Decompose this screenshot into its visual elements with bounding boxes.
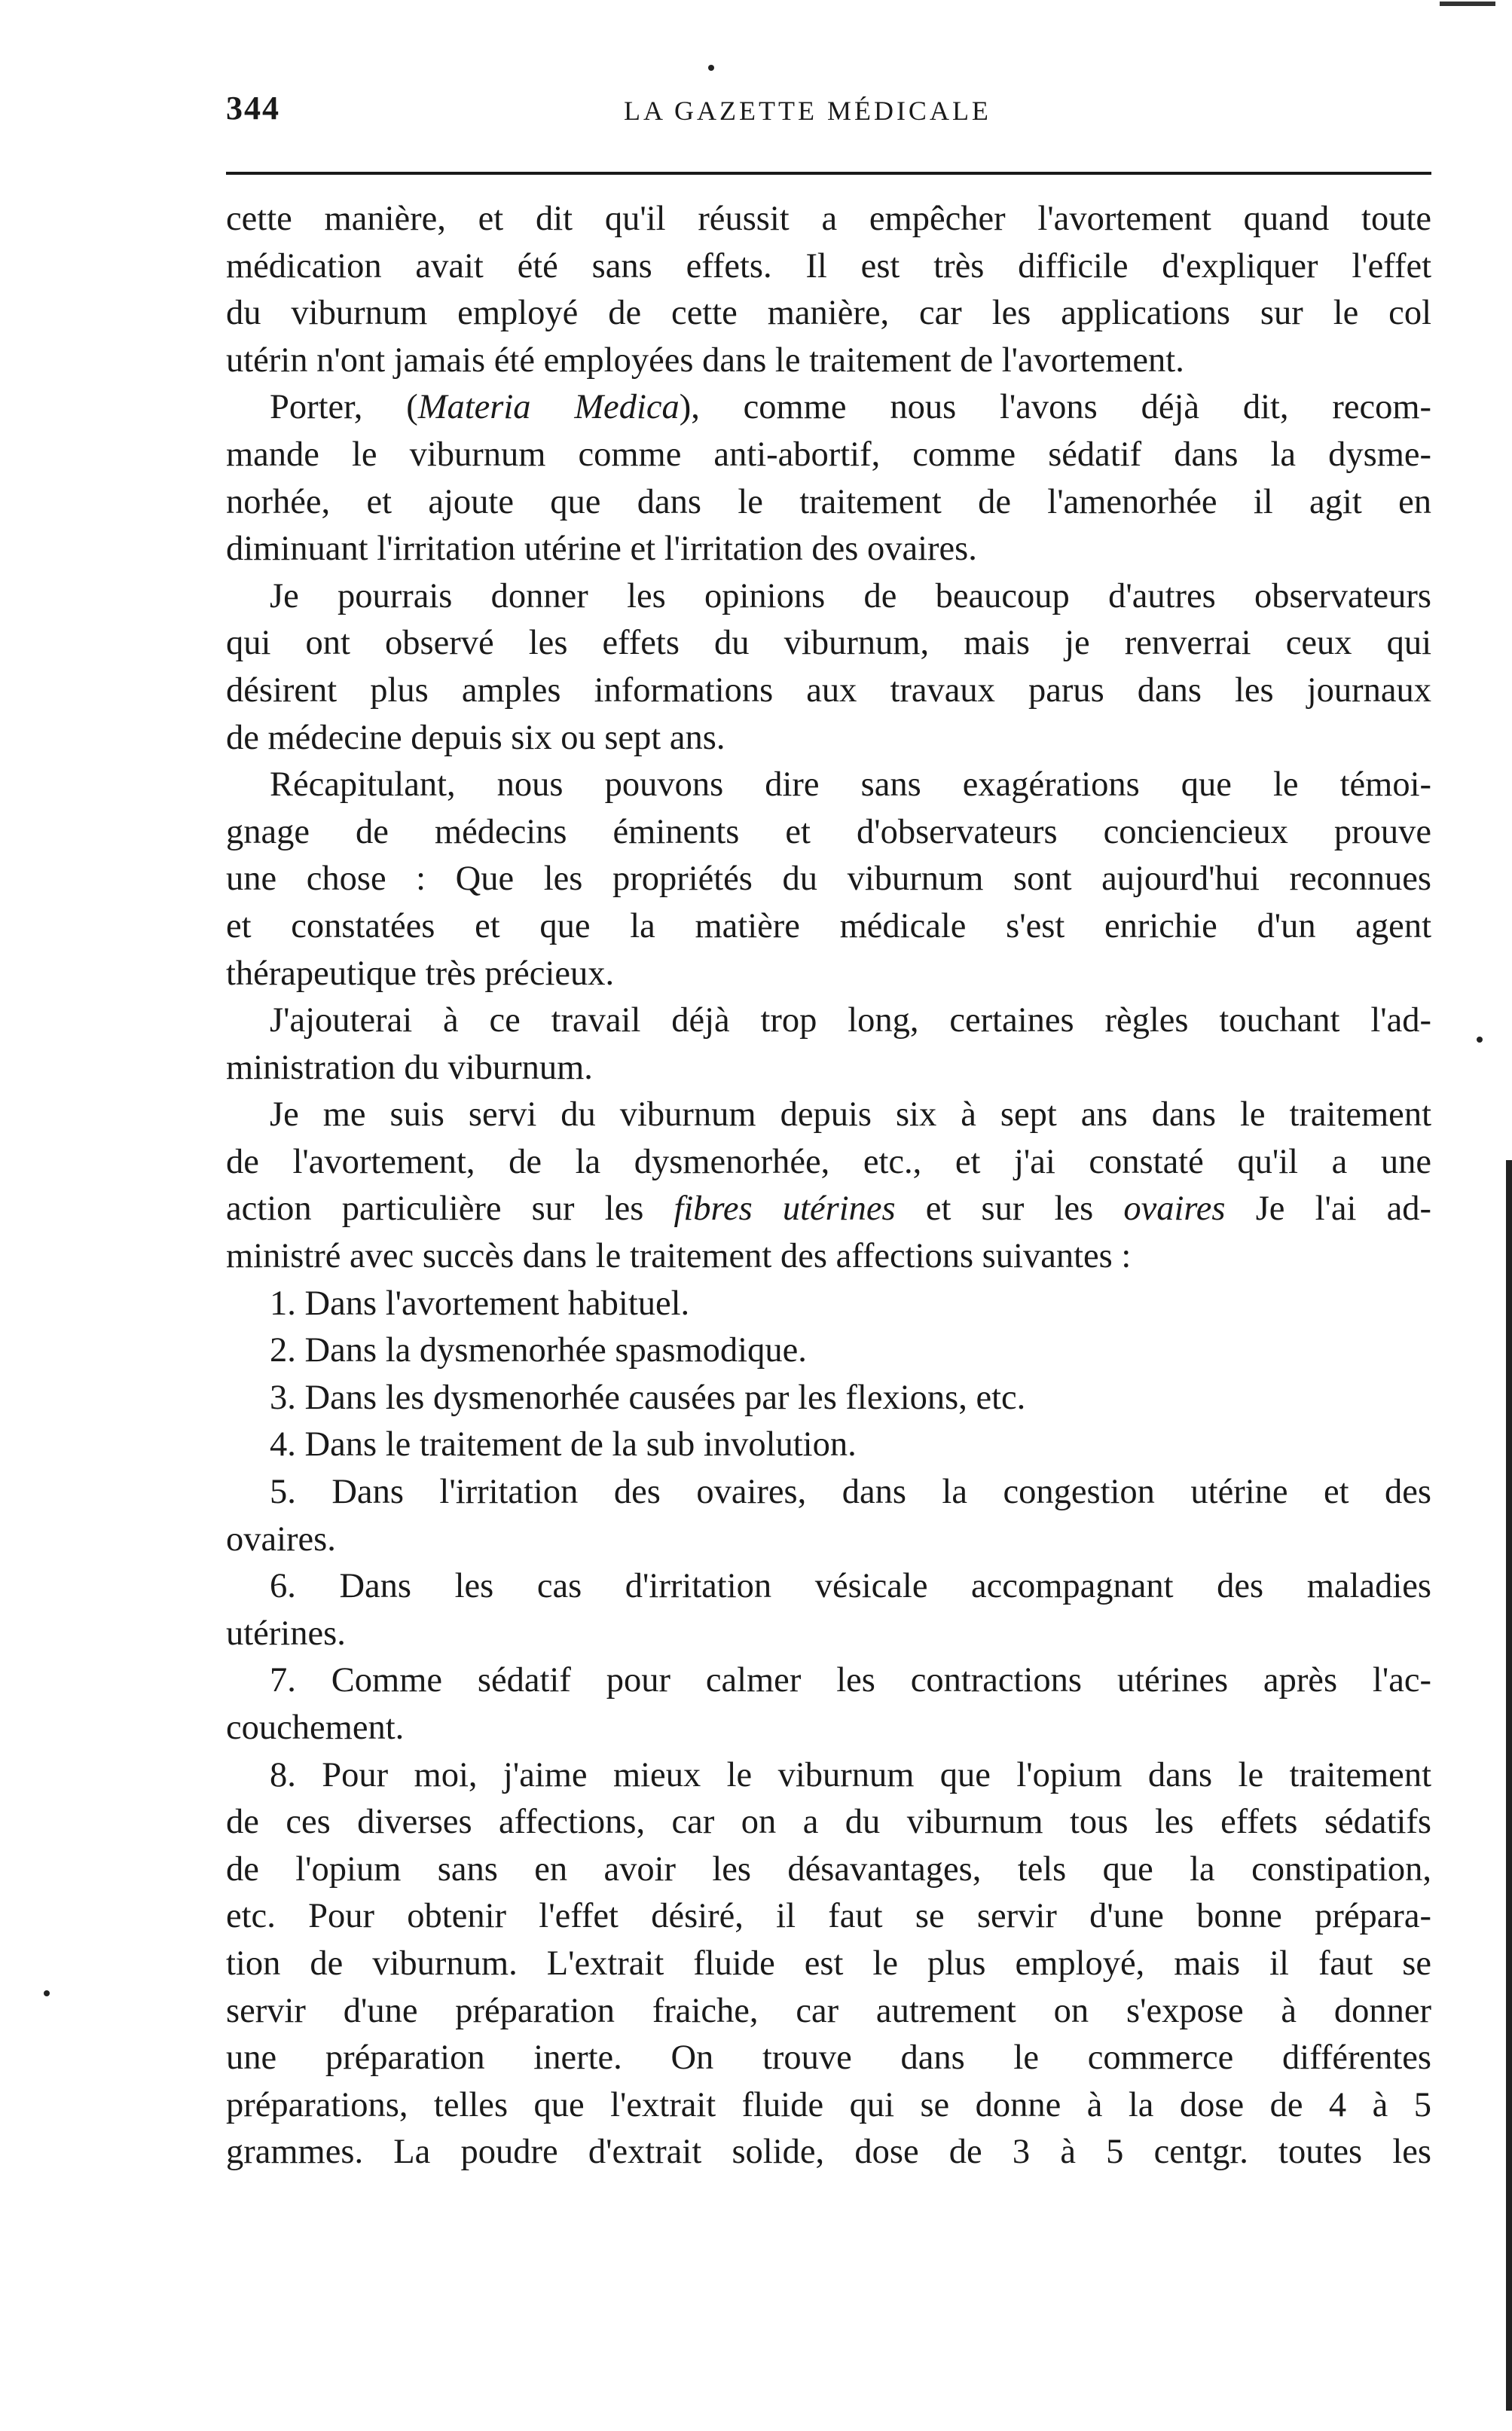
margin-dot-left [44, 1990, 50, 1996]
text-line: du viburnum employé de cette manière, car les applications sur le col [226, 294, 1431, 333]
text-line: cette manière, et dit qu'il réussit a empêcher l'avortement quand toute [226, 200, 1431, 238]
list-item: 4. Dans le traitement de la sub involution. [270, 1425, 857, 1464]
text-line: diminuant l'irritation utérine et l'irritation des ovaires. [226, 530, 977, 569]
text-line: qui ont observé les effets du viburnum, mais je renverrai ceux qui [226, 624, 1431, 663]
text-fragment: Porter, ( [270, 388, 418, 427]
text-line: préparations, telles que l'extrait fluide qui se donne à la dose de 4 à 5 [226, 2085, 1431, 2124]
list-item: 5. Dans l'irritation des ovaires, dans la congestion utérine et des [270, 1473, 1431, 1512]
text-line: J'ajouterai à ce travail déjà trop long, certaines règles touchant l'ad- [270, 1001, 1431, 1040]
list-item: 8. Pour moi, j'aime mieux le viburnum que l'opium dans le traitement [270, 1755, 1431, 1794]
text-line: de l'avortement, de la dysmenorhée, etc., et j'ai constaté qu'il a une [226, 1142, 1431, 1181]
text-fragment: ), comme nous l'avons déjà dit, recom- [679, 388, 1431, 427]
text-line: norhée, et ajoute que dans le traitement de l'amenorhée il agit en [226, 482, 1431, 521]
header-rule [226, 172, 1431, 175]
right-edge-bar [1506, 1160, 1512, 2411]
text-line: ministré avec succès dans le traitement des affections suivantes : [226, 1237, 1132, 1276]
text-line: utérin n'ont jamais été employées dans le traitement de l'avortement. [226, 341, 1184, 380]
italic-reference: Materia Medica [417, 388, 680, 427]
text-line: etc. Pour obtenir l'effet désiré, il faut se servir d'une bonne prépara- [226, 1897, 1431, 1936]
page-number: 344 [226, 90, 280, 127]
text-line: tion de viburnum. L'extrait fluide est le plus employé, mais il faut se [226, 1944, 1431, 1983]
text-line: ministration du viburnum. [226, 1048, 593, 1087]
text-line: médication avait été sans effets. Il est très difficile d'expliquer l'effet [226, 246, 1431, 286]
text-fragment: et sur les [895, 1190, 1124, 1229]
text-line: utérines. [226, 1614, 346, 1653]
list-item: 3. Dans les dysmenorhée causées par les flexions, etc. [270, 1378, 1026, 1417]
margin-dot [1477, 1037, 1483, 1043]
text-line: et constatées et que la matière médicale s'est enrichie d'un agent [226, 906, 1431, 945]
text-line: ovaires. [226, 1519, 336, 1559]
header-dot [708, 65, 714, 71]
text-line: de ces diverses affections, car on a du viburnum tous les effets sédatifs [226, 1803, 1431, 1842]
text-line: thérapeutique très précieux. [226, 954, 615, 993]
text-line: une chose : Que les propriétés du viburnum sont aujourd'hui reconnues [226, 860, 1431, 899]
list-item: 6. Dans les cas d'irritation vésicale accompagnant des maladies [270, 1567, 1431, 1606]
text-line: gnage de médecins éminents et d'observateurs concienciеux prouve [226, 812, 1431, 851]
text-fragment: action particulière sur les [226, 1190, 674, 1229]
text-line: mande le viburnum comme anti-abortif, comme sédatif dans la dysme- [226, 435, 1431, 474]
text-line: de médecine depuis six ou sept ans. [226, 718, 725, 757]
text-line: Je me suis servi du viburnum depuis six à sept ans dans le traitement [270, 1095, 1431, 1135]
text-line: couchement. [226, 1709, 405, 1747]
list-item: 1. Dans l'avortement habituel. [270, 1284, 690, 1323]
text-line: Récapitulant, nous pouvons dire sans exagérations que le témoi- [270, 765, 1431, 805]
text-fragment: Je l'ai ad- [1225, 1190, 1431, 1229]
text-line: grammes. La poudre d'extrait solide, dose de 3 à 5 centgr. toutes les [226, 2133, 1431, 2172]
italic-term: ovaires [1123, 1190, 1226, 1229]
text-line: Je pourrais donner les opinions de beaucoup d'autres observateurs [270, 576, 1431, 615]
text-line: de l'opium sans en avoir les désavantages, tels que la constipation, [226, 1849, 1431, 1889]
text-line [226, 1186, 1431, 1233]
running-title: LA GAZETTE MÉDICALE [624, 96, 991, 126]
text-line: désirent plus amples informations aux travaux parus dans les journaux [226, 670, 1431, 710]
page-header [226, 89, 1431, 149]
italic-term: fibres utérines [674, 1190, 896, 1229]
text-line: servir d'une préparation fraiche, car autrement on s'expose à donner [226, 1991, 1431, 2030]
text-line [226, 384, 1431, 432]
list-item: 7. Comme sédatif pour calmer les contractions utérines après l'ac- [270, 1661, 1431, 1700]
corner-scan-mark [1440, 2, 1495, 6]
list-item: 2. Dans la dysmenorhée spasmodique. [270, 1331, 807, 1370]
text-line: une préparation inerte. On trouve dans le commerce différentes [226, 2039, 1431, 2078]
body-text [226, 196, 1431, 2176]
